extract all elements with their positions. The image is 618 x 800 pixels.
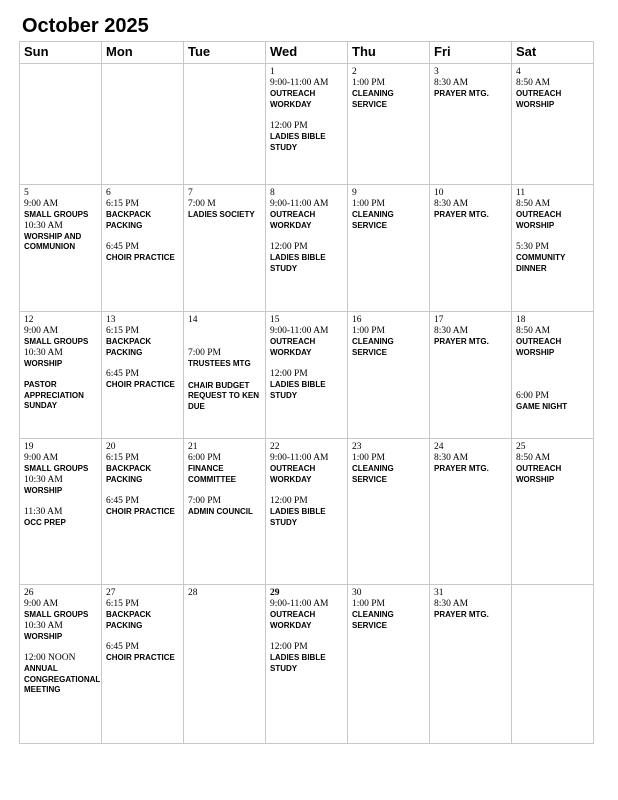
day-number: 22	[270, 442, 280, 452]
calendar-event	[516, 369, 590, 380]
calendar-event	[352, 199, 426, 231]
day-cell	[512, 312, 594, 439]
calendar-event	[270, 199, 344, 231]
day-number: 14	[188, 315, 198, 325]
event-name: GAME NIGHT	[516, 402, 568, 411]
calendar-event	[270, 496, 344, 528]
event-name: PRAYER MTG.	[434, 464, 489, 473]
event-time: 8:30 AM	[434, 199, 469, 209]
calendar-event	[270, 642, 344, 674]
event-name: CLEANING SERVICE	[352, 610, 394, 630]
event-time: 1:00 PM	[352, 199, 385, 209]
event-name: OUTREACH WORKDAY	[270, 89, 316, 109]
page-title: October 2025	[22, 15, 149, 37]
event-time: 9:00 AM	[24, 326, 59, 336]
empty-day-cell	[20, 64, 102, 185]
weekday-header-row	[20, 42, 594, 64]
event-time: 6:45 PM	[106, 369, 139, 379]
event-name: CHOIR PRACTICE	[106, 653, 175, 662]
calendar-event	[24, 507, 98, 529]
weekday-header: Thu	[348, 42, 430, 64]
calendar-event	[188, 496, 262, 518]
calendar-event	[434, 599, 508, 621]
event-time: 12:00 PM	[270, 642, 308, 652]
event-name: CLEANING SERVICE	[352, 210, 394, 230]
day-cell	[430, 64, 512, 185]
calendar-event	[188, 199, 262, 221]
event-name: OUTREACH WORSHIP	[516, 464, 562, 484]
empty-day-cell	[102, 64, 184, 185]
event-name: SMALL GROUPS	[24, 210, 89, 219]
event-name: OUTREACH WORKDAY	[270, 464, 316, 484]
day-number: 5	[24, 188, 29, 198]
day-number: 12	[24, 315, 34, 325]
calendar-event	[106, 199, 180, 231]
event-time: 12:00 PM	[270, 369, 308, 379]
event-time: 9:00 AM	[24, 453, 59, 463]
calendar-event	[106, 599, 180, 631]
day-number: 18	[516, 315, 526, 325]
event-name: BACKPACK PACKING	[106, 210, 152, 230]
event-name: LADIES BIBLE STUDY	[270, 507, 326, 527]
event-time: 10:30 AM	[24, 220, 63, 231]
week-row	[20, 585, 594, 744]
day-number: 21	[188, 442, 198, 452]
event-name: PRAYER MTG.	[434, 610, 489, 619]
event-time: 7:00 PM	[188, 348, 221, 358]
day-number: 10	[434, 188, 444, 198]
calendar-event	[24, 348, 98, 370]
event-time: 6:45 PM	[106, 642, 139, 652]
calendar-event	[106, 242, 180, 264]
event-name: CHOIR PRACTICE	[106, 253, 175, 262]
event-name: CHOIR PRACTICE	[106, 380, 175, 389]
week-row	[20, 312, 594, 439]
day-number: 20	[106, 442, 116, 452]
day-number: 23	[352, 442, 362, 452]
calendar-event	[434, 199, 508, 221]
day-cell	[266, 439, 348, 585]
event-name: LADIES BIBLE STUDY	[270, 653, 326, 673]
day-cell	[348, 185, 430, 312]
calendar-event	[24, 326, 98, 348]
event-time: 9:00-11:00 AM	[270, 326, 329, 336]
day-number: 1	[270, 67, 275, 77]
event-name: TRUSTEES MTG	[188, 359, 251, 368]
event-name: OUTREACH WORSHIP	[516, 337, 562, 357]
event-time: 12:00 PM	[270, 242, 308, 252]
event-time: 12:00 PM	[270, 496, 308, 506]
day-number: 15	[270, 315, 280, 325]
event-time: 9:00-11:00 AM	[270, 199, 329, 209]
event-name: WORSHIP	[24, 631, 63, 641]
event-name: FINANCE COMMITTEE	[188, 464, 236, 484]
event-time: 10:30 AM	[24, 347, 63, 358]
calendar-event	[434, 78, 508, 100]
calendar-event	[188, 453, 262, 485]
event-time: 7:00 M	[188, 199, 216, 209]
weekday-header: Sat	[512, 42, 594, 64]
event-time: 1:00 PM	[352, 453, 385, 463]
day-cell	[430, 312, 512, 439]
week-row	[20, 439, 594, 585]
event-name: BACKPACK PACKING	[106, 610, 152, 630]
event-time: 6:15 PM	[106, 453, 139, 463]
day-cell	[430, 439, 512, 585]
event-name: CLEANING SERVICE	[352, 464, 394, 484]
day-number: 26	[24, 588, 34, 598]
event-name: WORSHIP	[24, 485, 63, 495]
event-name: CLEANING SERVICE	[352, 337, 394, 357]
calendar-event	[434, 453, 508, 475]
calendar-event	[516, 453, 590, 485]
calendar-grid	[19, 41, 594, 744]
weekday-header: Wed	[266, 42, 348, 64]
event-name: OUTREACH WORSHIP	[516, 210, 562, 230]
day-number: 8	[270, 188, 275, 198]
event-time: 1:00 PM	[352, 326, 385, 336]
calendar-event	[352, 78, 426, 110]
calendar-event	[270, 78, 344, 110]
day-number: 13	[106, 315, 116, 325]
event-time: 8:50 AM	[516, 453, 551, 463]
event-time: 6:45 PM	[106, 242, 139, 252]
event-time: 8:30 AM	[434, 453, 469, 463]
day-number: 3	[434, 67, 439, 77]
event-name: PRAYER MTG.	[434, 337, 489, 346]
event-time: 6:15 PM	[106, 326, 139, 336]
day-cell	[102, 585, 184, 744]
event-time: 9:00 AM	[24, 199, 59, 209]
event-name: PRAYER MTG.	[434, 210, 489, 219]
event-name: BACKPACK PACKING	[106, 464, 152, 484]
event-name: OCC PREP	[24, 518, 66, 527]
calendar-event	[106, 453, 180, 485]
weekday-header: Fri	[430, 42, 512, 64]
event-time: 12:00 PM	[270, 121, 308, 131]
empty-day-cell	[512, 585, 594, 744]
day-number: 11	[516, 188, 526, 198]
calendar-event	[106, 326, 180, 358]
day-number: 2	[352, 67, 357, 77]
event-name: COMMUNITY DINNER	[516, 253, 566, 273]
week-row	[20, 64, 594, 185]
day-cell	[430, 585, 512, 744]
event-name: LADIES BIBLE STUDY	[270, 132, 326, 152]
day-cell	[20, 312, 102, 439]
calendar-event	[24, 199, 98, 221]
day-cell	[184, 185, 266, 312]
calendar-event	[24, 599, 98, 621]
day-cell	[348, 64, 430, 185]
event-time: 5:30 PM	[516, 242, 549, 252]
day-number: 7	[188, 188, 193, 198]
event-time: 12:00 NOON	[24, 653, 76, 663]
calendar-event	[270, 121, 344, 153]
day-number: 31	[434, 588, 444, 598]
day-cell	[184, 312, 266, 439]
event-name: SMALL GROUPS	[24, 610, 89, 619]
event-name: WORSHIP AND COMMUNION	[24, 231, 82, 251]
event-time: 8:50 AM	[516, 326, 551, 336]
calendar-event	[352, 453, 426, 485]
calendar-event	[24, 653, 101, 696]
event-time: 1:00 PM	[352, 78, 385, 88]
calendar-event	[270, 369, 344, 401]
calendar-event	[24, 621, 98, 643]
day-cell	[102, 312, 184, 439]
event-time: 9:00-11:00 AM	[270, 599, 329, 609]
day-cell	[430, 185, 512, 312]
calendar-event	[24, 453, 98, 475]
calendar-event	[24, 221, 98, 253]
event-time: 10:30 AM	[24, 620, 63, 631]
event-name: OUTREACH WORSHIP	[516, 89, 562, 109]
day-cell	[348, 585, 430, 744]
event-name: CLEANING SERVICE	[352, 89, 394, 109]
event-name: ANNUAL CONGREGATIONAL MEETING	[24, 664, 101, 694]
day-cell	[266, 312, 348, 439]
calendar-event	[516, 391, 590, 413]
event-time: 11:30 AM	[24, 507, 63, 517]
day-cell	[512, 64, 594, 185]
day-cell	[266, 585, 348, 744]
event-time: 8:30 AM	[434, 78, 469, 88]
event-time: 9:00-11:00 AM	[270, 78, 329, 88]
calendar-event	[434, 326, 508, 348]
calendar-event	[270, 242, 344, 274]
calendar-event	[188, 348, 262, 370]
day-number: 4	[516, 67, 521, 77]
event-name: LADIES SOCIETY	[188, 210, 255, 219]
event-name: WORSHIP	[24, 358, 63, 368]
day-number: 30	[352, 588, 362, 598]
day-number: 27	[106, 588, 116, 598]
day-number: 29	[270, 588, 280, 598]
day-number: 25	[516, 442, 526, 452]
calendar-event	[188, 326, 262, 337]
calendar-event	[106, 642, 180, 664]
day-cell	[20, 185, 102, 312]
day-number: 24	[434, 442, 444, 452]
event-name: CHOIR PRACTICE	[106, 507, 175, 516]
calendar-event	[516, 242, 590, 274]
day-cell	[266, 185, 348, 312]
calendar-event	[270, 453, 344, 485]
calendar-event	[106, 496, 180, 518]
event-time: 9:00 AM	[24, 599, 59, 609]
day-number: 19	[24, 442, 34, 452]
calendar-event	[516, 78, 590, 110]
day-cell	[348, 439, 430, 585]
calendar-event	[106, 369, 180, 391]
day-cell	[102, 185, 184, 312]
event-time: 8:50 AM	[516, 199, 551, 209]
day-cell	[102, 439, 184, 585]
day-number: 6	[106, 188, 111, 198]
calendar-event	[516, 199, 590, 231]
event-name: CHAIR BUDGET REQUEST TO KEN DUE	[188, 380, 259, 411]
event-name: ADMIN COUNCIL	[188, 507, 253, 516]
calendar-event	[352, 326, 426, 358]
day-number: 9	[352, 188, 357, 198]
day-number: 17	[434, 315, 444, 325]
day-number: 16	[352, 315, 362, 325]
calendar-event	[352, 599, 426, 631]
event-name: SMALL GROUPS	[24, 337, 89, 346]
day-cell	[348, 312, 430, 439]
event-name: BACKPACK PACKING	[106, 337, 152, 357]
calendar-event	[270, 599, 344, 631]
day-cell	[20, 439, 102, 585]
event-time: 6:45 PM	[106, 496, 139, 506]
calendar-event	[188, 381, 262, 413]
event-time: 6:15 PM	[106, 599, 139, 609]
week-row	[20, 185, 594, 312]
day-cell	[20, 585, 102, 744]
calendar-event	[24, 380, 98, 412]
weekday-header: Tue	[184, 42, 266, 64]
day-cell	[512, 439, 594, 585]
event-time: 8:30 AM	[434, 599, 469, 609]
event-time: 7:00 PM	[188, 496, 221, 506]
event-name: OUTREACH WORKDAY	[270, 610, 316, 630]
event-time: 9:00-11:00 AM	[270, 453, 329, 463]
event-time: 6:15 PM	[106, 199, 139, 209]
day-cell	[184, 439, 266, 585]
day-number: 28	[188, 588, 198, 598]
event-name: LADIES BIBLE STUDY	[270, 380, 326, 400]
event-name: OUTREACH WORKDAY	[270, 337, 316, 357]
calendar-event	[516, 326, 590, 358]
calendar-event	[270, 326, 344, 358]
event-time: 8:50 AM	[516, 78, 551, 88]
event-name: SMALL GROUPS	[24, 464, 89, 473]
calendar-event	[24, 475, 98, 497]
event-name: PASTOR APPRECIATION SUNDAY	[24, 380, 84, 410]
event-name: PRAYER MTG.	[434, 89, 489, 98]
weekday-header: Mon	[102, 42, 184, 64]
weekday-header: Sun	[20, 42, 102, 64]
event-name: LADIES BIBLE STUDY	[270, 253, 326, 273]
event-time: 8:30 AM	[434, 326, 469, 336]
event-time: 6:00 PM	[516, 391, 549, 401]
day-cell	[512, 185, 594, 312]
empty-day-cell	[184, 64, 266, 185]
event-name: OUTREACH WORKDAY	[270, 210, 316, 230]
day-cell	[266, 64, 348, 185]
event-time: 1:00 PM	[352, 599, 385, 609]
day-cell	[184, 585, 266, 744]
event-time: 10:30 AM	[24, 474, 63, 485]
event-time: 6:00 PM	[188, 453, 221, 463]
